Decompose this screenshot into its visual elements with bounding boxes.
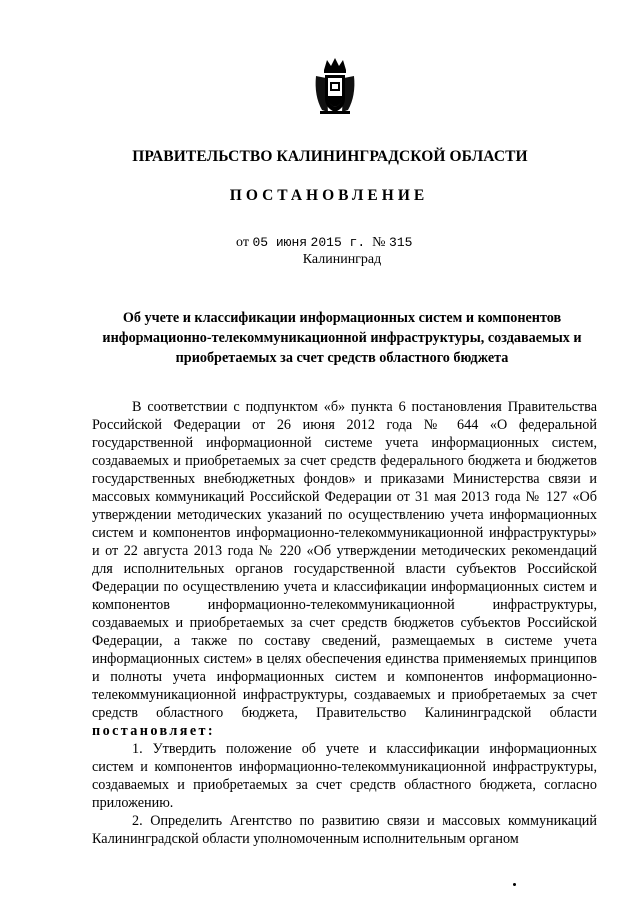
scan-speck	[513, 883, 516, 886]
document-date: 05 июня	[252, 235, 308, 250]
coat-of-arms-icon	[312, 56, 358, 116]
number-sign: №	[372, 235, 386, 250]
preamble-text: В соответствии с подпунктом «б» пункта 6 постановления Правительства Российской Федерации от 26 июня 2012 года № 644 «О федеральной государственной информационной системе учета информационных систем, создаваемых и приобретаемых за счет средств федерального бюджета и бюджетов государственных внебюджетных фондов» и приказами Министерства связи и массовых коммуникаций Российской Федерации от 31 мая 2013 года № 127 «Об утверждении методических указаний по осуществлению учета информационных систем и компонентов информационно-телекоммуникационной инфраструктуры» и от 22 августа 2013 года № 220 «Об утверждении методических рекомендаций для исполнительных органов государственной власти субъектов Российской Федерации по осуществлению учета и классификации информационных систем и компонентов информационно-телекоммуникационной инфраструктуры, создаваемых и приобретаемых за счет средств бюджетов субъектов Российской Федерации, а также по составу сведений, размещаемых в системе учета информационных систем» в целях обеспечения единства применяемых принципов и полноты учета информационных систем и компонентов информационно-телекоммуникационной инфраструктуры, создаваемых и приобретаемых за счет средств областного бюджета, Правительство Калининградской области	[92, 399, 597, 721]
resolves-keyword: постановляет:	[92, 723, 216, 739]
document-number: 315	[389, 235, 413, 250]
date-number-line	[236, 234, 412, 252]
document-header	[0, 148, 640, 205]
date-prefix: от	[236, 235, 249, 250]
paragraph-item-2: 2. Определить Агентство по развитию связи и массовых коммуникаций Калининградской области уполномоченным исполнительным органом	[92, 813, 597, 847]
paragraph-preamble	[92, 398, 597, 740]
paragraph-item-1: 1. Утвердить положение об учете и классификации информационных систем и компонентов информационно-телекоммуникационной инфраструктуры, создаваемых и приобретаемых за счет средств областного бюджета, согласно приложению.	[92, 741, 597, 811]
city-name: Калининград	[302, 252, 382, 267]
document-year: 2015 г.	[310, 235, 366, 250]
government-name: ПРАВИТЕЛЬСТВО КАЛИНИНГРАДСКОЙ ОБЛАСТИ	[132, 148, 528, 165]
document-type: ПОСТАНОВЛЕНИЕ	[229, 187, 429, 204]
document-body	[92, 398, 597, 848]
document-title: Об учете и классификации информационных систем и компонентов информационно-телекоммуникационной инфраструктуры, создаваемых и приобретаемых за счет средств областного бюджета	[102, 310, 582, 366]
